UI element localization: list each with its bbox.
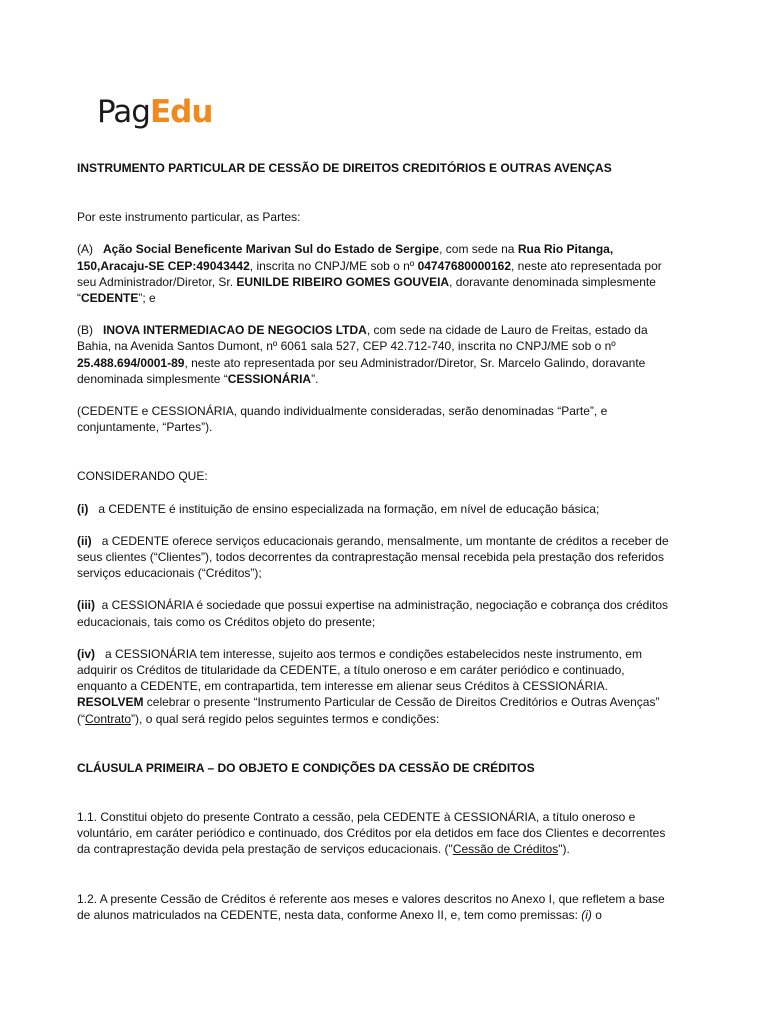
- considerando-item-ii: (ii) a CEDENTE oferece serviços educacionais gerando, mensalmente, um montante de créditos a receber de seus clientes (“Clientes”), todos decorrentes da contraprestação mensal recebida pela prestação dos referidos serviços educacionais (“Créditos”);: [77, 533, 669, 581]
- party-a-marker: (A): [77, 242, 93, 257]
- document-body: [77, 160, 677, 923]
- clause-1-2: 1.2. A presente Cessão de Créditos é referente aos meses e valores descritos no Anexo I, que refletem a base de alunos matriculados na CEDENTE, nesta data, conforme Anexo II, e, tem como premissas: (i) o: [77, 891, 665, 922]
- clause-1-1: 1.1. Constitui objeto do presente Contrato a cessão, pela CEDENTE à CESSIONÁRIA, a título oneroso e voluntário, em caráter periódico e continuado, dos Créditos por ela detidos em face dos Clientes e decorrentes da contraprestação devida pela prestação de serviços educacionais. ("Cessão de Créditos").: [77, 810, 666, 857]
- party-b-paragraph: (B) INOVA INTERMEDIACAO DE NEGOCIOS LTDA, com sede na cidade de Lauro de Freitas, estado da Bahia, na Avenida Santos Dumont, nº 6061 sala 527, CEP 42.712-740, inscrita no CNPJ/ME sob o nº 25.488.694/0001-89, neste ato representada por seu Administrador/Diretor, Sr. Marcelo Galindo, doravante denominada simplesmente “CESSIONÁRIA”.: [77, 323, 648, 386]
- considerando-item-iii: (iii) a CESSIONÁRIA é sociedade que possui expertise na administração, negociação e cobrança dos créditos educacionais, tais como os Créditos objeto do presente;: [77, 598, 668, 629]
- resolvem-paragraph: RESOLVEM celebrar o presente “Instrumento Particular de Cessão de Direitos Creditórios e Outras Avenças” (“Contrato”), o qual será regido pelos seguintes termos e condições:: [77, 695, 660, 726]
- considerando-heading: CONSIDERANDO QUE:: [77, 469, 208, 484]
- considerando-item-iv: (iv) a CESSIONÁRIA tem interesse, sujeito aos termos e condições estabelecidos neste instrumento, em adquirir os Créditos de titularidade da CEDENTE, a título oneroso e em caráter periódico e continuado, enquanto a CEDENTE, em contrapartida, tem interesse em alienar seus Créditos à CESSIONÁRIA.: [77, 646, 642, 694]
- pagedu-logo: PagEdu: [97, 94, 213, 130]
- party-b-marker: (B): [77, 323, 93, 338]
- considerando-item-i: (i) a CEDENTE é instituição de ensino especializada na formação, em nível de educação básica;: [77, 501, 600, 516]
- document-title: INSTRUMENTO PARTICULAR DE CESSÃO DE DIREITOS CREDITÓRIOS E OUTRAS AVENÇAS: [77, 161, 612, 175]
- party-a-paragraph: (A) Ação Social Beneficente Marivan Sul do Estado de Sergipe, com sede na Rua Rio Pitanga, 150,Aracaju-SE CEP:49043442, inscrita no CNPJ/ME sob o nº 04747680000162, neste ato representada por seu Administrador/Diretor, Sr. EUNILDE RIBEIRO GOMES GOUVEIA, doravante denominada simplesmente “CEDENTE”; e: [77, 242, 662, 306]
- intro-paragraph: Por este instrumento particular, as Partes:: [77, 210, 301, 225]
- clause-1-title: CLÁUSULA PRIMEIRA – DO OBJETO E CONDIÇÕES DA CESSÃO DE CRÉDITOS: [77, 760, 535, 775]
- parties-definition: (CEDENTE e CESSIONÁRIA, quando individualmente consideradas, serão denominadas “Parte”, e conjuntamente, “Partes”).: [77, 404, 608, 435]
